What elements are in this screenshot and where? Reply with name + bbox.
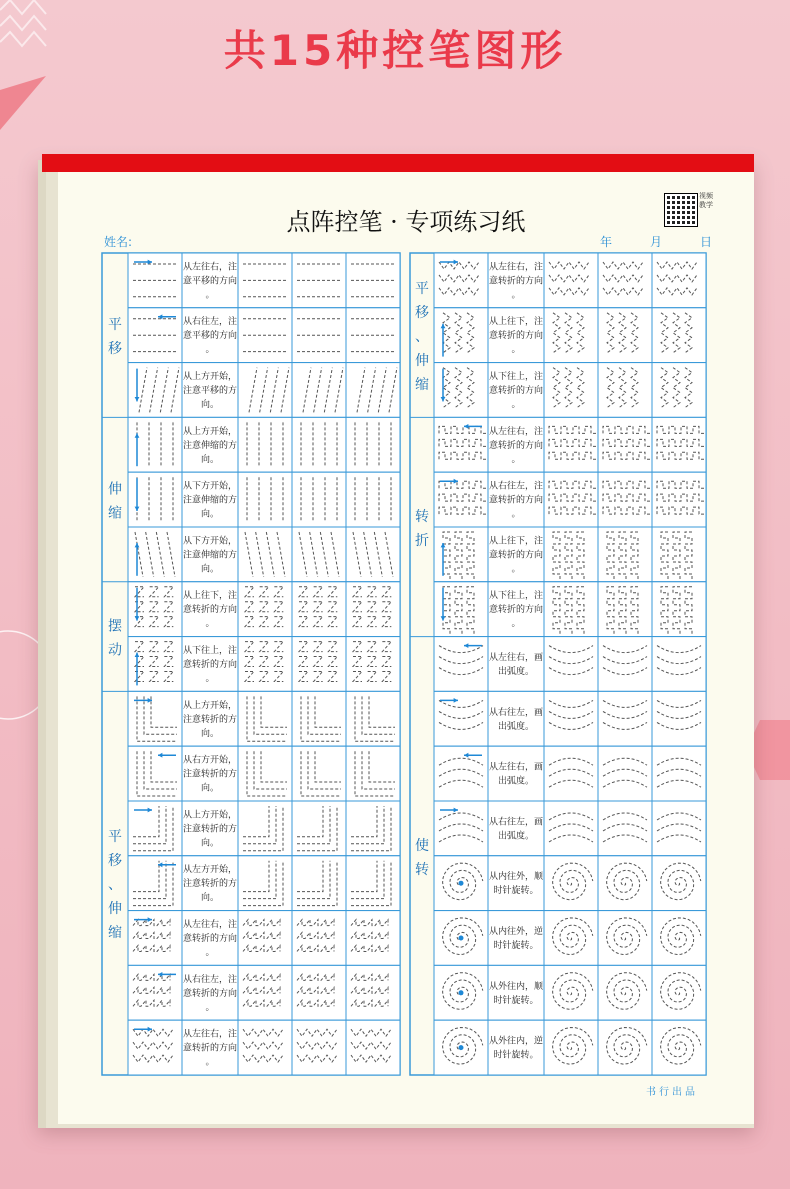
example-cell [434,1020,488,1075]
instruction-text: 注意转折的方 [182,769,238,780]
left-section-label-char: 缩 [108,505,122,522]
instruction-text: 从上往下，注 [182,591,238,602]
left-practice-row [128,856,400,911]
instruction-text: 向。 [200,454,220,465]
instruction-cell [488,911,544,966]
practice-cell [544,308,598,363]
instruction-text: 出弧度。 [497,776,535,787]
instruction-text: 。 [205,674,215,684]
right-section-label-char: 转 [415,509,429,525]
practice-cell [652,582,706,637]
practice-cell [238,746,292,801]
practice-cell [652,856,706,911]
promo-banner-title: 共15种控笔图形 [223,26,567,75]
example-cell [128,856,182,911]
instruction-text: 从内往外，逆 [488,927,544,937]
practice-cell [292,253,346,308]
instruction-text: 时针旋转。 [493,1050,539,1061]
instruction-text: 出弧度。 [497,667,535,677]
right-practice-row [434,1020,706,1075]
instruction-text: 注意转折的方 [182,879,238,890]
practice-cell [598,911,652,966]
practice-cell [544,637,598,692]
practice-cell [346,1020,400,1075]
name-field-label: 姓名: [104,235,133,249]
practice-cell [598,801,652,856]
left-practice-row [128,582,400,637]
instruction-text: 。 [205,619,215,630]
example-cell [128,801,182,856]
practice-cell [598,472,652,527]
instruction-text: 意转折的方向 [488,386,544,396]
practice-cell [346,691,400,746]
instruction-text: 从右往左，画 [488,707,544,718]
instruction-text: 。 [205,290,215,301]
right-section-label-char: 伸 [415,353,429,370]
left-section-label-char: 移 [108,853,122,870]
practice-cell [544,965,598,1020]
practice-cell [292,472,346,527]
instruction-text: 从下方开始， [182,481,238,492]
right-practice-row [434,911,706,966]
practice-cell [238,856,292,911]
instruction-text: 意转折的方向 [182,934,238,944]
practice-cell [598,856,652,911]
instruction-text: 从上往下，注 [488,536,544,547]
instruction-text: 意转折的方向 [488,276,544,287]
right-practice-row [434,253,706,308]
date-day-label: 日 [699,235,712,249]
right-section-label-char: 折 [415,533,429,549]
practice-cell [598,308,652,363]
practice-cell [238,527,292,582]
example-cell [434,417,488,472]
practice-cell [598,691,652,746]
right-practice-row [434,417,706,472]
instruction-text: 意转折的方向 [182,1043,238,1054]
example-cell [434,965,488,1020]
instruction-cell [488,691,544,746]
practice-cell [598,527,652,582]
practice-cell [292,1020,346,1075]
practice-cell [292,856,346,911]
practice-cell [292,801,346,856]
left-section-label-char: 伸 [108,901,122,918]
practice-cell [238,801,292,856]
left-practice-row [128,746,400,801]
instruction-text: 。 [511,290,521,301]
left-section-label-char: 平 [108,317,122,334]
instruction-text: 。 [511,345,521,356]
instruction-text: 从右往左，注 [182,974,238,985]
instruction-text: 从左往右，注 [488,426,544,437]
practice-cell [292,582,346,637]
practice-cell [238,691,292,746]
instruction-text: 从下往上，注 [488,372,544,382]
instruction-text: 从左往右，画 [488,653,544,663]
practice-cell [544,691,598,746]
instruction-text: 向。 [200,400,220,410]
example-cell [128,363,182,418]
left-practice-row [128,417,400,472]
practice-cell [652,911,706,966]
left-section-label-char: 平 [108,829,122,846]
instruction-text: 。 [511,400,521,410]
practice-cell [598,965,652,1020]
date-year-label: 年 [600,235,613,249]
practice-cell [652,363,706,418]
instruction-text: 意转折的方向 [488,495,544,506]
practice-cell [544,801,598,856]
practice-cell [238,965,292,1020]
instruction-text: 从外往内，逆 [488,1036,544,1047]
practice-cell [238,417,292,472]
instruction-cell [488,637,544,692]
publisher-footer: 书行出品 [646,1087,698,1098]
instruction-text: 。 [511,564,521,575]
practice-cell [238,582,292,637]
practice-cell [598,253,652,308]
instruction-text: 从上往下，注 [488,317,544,328]
instruction-text: 出弧度。 [497,831,535,842]
left-section-label-char: 缩 [108,925,122,942]
example-cell [434,746,488,801]
practice-cell [346,637,400,692]
practice-cell [598,1020,652,1075]
practice-cell [292,911,346,966]
practice-cell [652,637,706,692]
example-cell [128,746,182,801]
instruction-text: 。 [205,345,215,356]
practice-cell [292,691,346,746]
left-practice-row [128,308,400,363]
instruction-text: 从左往右，注 [182,262,238,273]
instruction-cell [488,965,544,1020]
practice-cell [346,582,400,637]
practice-cell [652,417,706,472]
practice-cell [598,417,652,472]
left-practice-row [128,965,400,1020]
example-cell [128,911,182,966]
instruction-text: 向。 [200,509,220,520]
instruction-text: 从上方开始， [182,372,238,382]
instruction-text: 从下往上，注 [488,591,544,602]
left-practice-row [128,637,400,692]
instruction-text: 时针旋转。 [493,995,539,1006]
example-cell [434,691,488,746]
instruction-text: 。 [205,1057,215,1068]
instruction-text: 时针旋转。 [493,886,539,897]
instruction-text: 注意转折的方 [182,824,238,835]
instruction-text: 从下方开始， [182,536,238,547]
practice-cell [346,417,400,472]
left-practice-row [128,472,400,527]
practice-cell [544,417,598,472]
practice-cell [652,691,706,746]
practice-cell [652,527,706,582]
left-practice-row [128,801,400,856]
instruction-text: 注意平移的方 [182,386,238,396]
example-cell [434,801,488,856]
instruction-text: 意平移的方向 [182,276,238,287]
practice-cell [652,308,706,363]
right-section-label-char: 使 [415,837,429,854]
practice-cell [292,417,346,472]
right-practice-row [434,308,706,363]
instruction-text: 时针旋转。 [493,941,539,951]
practice-cell [346,911,400,966]
practice-cell [346,856,400,911]
instruction-text: 从上方开始， [182,810,238,821]
practice-cell [652,253,706,308]
instruction-text: 从左往右，注 [182,1029,238,1040]
example-cell [434,911,488,966]
example-cell [434,253,488,308]
instruction-text: 向。 [200,728,220,739]
practice-cell [292,965,346,1020]
instruction-text: 向。 [200,838,220,849]
practice-cell [652,1020,706,1075]
practice-cell [544,1020,598,1075]
example-cell [434,363,488,418]
left-section-label-char: 动 [108,642,122,659]
instruction-text: 从上方开始， [182,426,238,437]
example-cell [128,308,182,363]
instruction-text: 向。 [200,564,220,575]
practice-cell [292,527,346,582]
instruction-text: 意转折的方向 [488,550,544,561]
instruction-cell [488,746,544,801]
instruction-text: 。 [511,619,521,630]
instruction-text: 。 [511,509,521,520]
practice-cell [346,253,400,308]
practice-cell [238,472,292,527]
practice-cell [598,637,652,692]
example-cell [434,308,488,363]
practice-cell [652,746,706,801]
instruction-text: 从右往左，注 [488,481,544,492]
left-section-label-char: 、 [108,877,122,894]
practice-cell [544,253,598,308]
right-section-label-char: 转 [415,861,429,878]
instruction-text: 意转折的方向 [488,440,544,451]
instruction-text: 注意伸缩的方 [182,495,238,506]
left-practice-row [128,1020,400,1075]
practice-cell [292,746,346,801]
practice-cell [544,856,598,911]
right-practice-row [434,691,706,746]
example-cell [128,417,182,472]
practice-cell [544,363,598,418]
practice-cell [346,746,400,801]
right-section-label-char: 缩 [415,377,429,394]
right-practice-row [434,637,706,692]
instruction-text: 向。 [200,893,220,904]
instruction-text: 意转折的方向 [182,988,238,999]
instruction-text: 从右方开始， [182,755,238,766]
example-cell [434,527,488,582]
practice-cell [238,253,292,308]
practice-cell [238,637,292,692]
right-practice-row [434,472,706,527]
instruction-text: 意转折的方向 [488,331,544,342]
practice-cell [598,746,652,801]
practice-cell [544,746,598,801]
instruction-text: 从内往外，顺 [488,872,544,883]
example-cell [434,472,488,527]
right-practice-row [434,856,706,911]
example-cell [434,582,488,637]
right-practice-row [434,527,706,582]
left-section-label-char: 移 [108,341,122,358]
practice-cell [652,965,706,1020]
practice-cell [346,472,400,527]
instruction-text: 从左往右，画 [488,762,544,773]
practice-cell [346,308,400,363]
right-section-label-char: 、 [415,329,429,346]
practice-cell [346,965,400,1020]
left-section-label-char: 伸 [108,481,122,498]
practice-cell [238,308,292,363]
practice-cell [346,363,400,418]
right-practice-row [434,582,706,637]
practice-cell [598,582,652,637]
example-cell [128,527,182,582]
instruction-text: 从右往左，注 [182,317,238,328]
instruction-text: 从外往内，顺 [488,981,544,992]
instruction-text: 从右往左，画 [488,817,544,828]
instruction-text: 意转折的方向 [488,605,544,616]
instruction-text: 。 [205,1002,215,1013]
practice-cell [652,801,706,856]
right-practice-row [434,801,706,856]
practice-cell [544,911,598,966]
worksheet-title: 点阵控笔 · 专项练习纸 [286,208,526,236]
practice-cell [238,911,292,966]
right-practice-row [434,746,706,801]
practice-cell [238,1020,292,1075]
practice-cell [292,308,346,363]
instruction-cell [488,801,544,856]
practice-cell [292,637,346,692]
instruction-text: 从左往右，注 [488,262,544,273]
example-cell [128,965,182,1020]
instruction-text: 意转折的方向 [182,605,238,616]
instruction-text: 从上方开始， [182,700,238,711]
practice-cell [544,582,598,637]
practice-cell [346,527,400,582]
example-cell [128,637,182,692]
instruction-text: 意平移的方向 [182,331,238,342]
practice-cell [346,801,400,856]
instruction-cell [488,856,544,911]
instruction-text: 注意伸缩的方 [182,550,238,561]
instruction-cell [488,1020,544,1075]
right-practice-row [434,363,706,418]
instruction-text: 。 [511,454,521,465]
right-section-label-char: 平 [415,281,429,298]
left-section-label-char: 摆 [108,618,122,635]
left-practice-row [128,527,400,582]
left-practice-row [128,253,400,308]
left-practice-row [128,363,400,418]
example-cell [128,691,182,746]
left-practice-row [128,691,400,746]
left-practice-row [128,911,400,966]
date-month-label: 月 [649,235,662,249]
practice-cell [238,363,292,418]
qr-caption: 视频教学 [699,192,713,209]
example-cell [434,856,488,911]
right-section-label-char: 移 [415,305,429,322]
instruction-text: 向。 [200,783,220,794]
practice-cell [292,363,346,418]
practice-cell [544,472,598,527]
instruction-text: 意转折的方向 [182,660,238,670]
practice-cell [598,363,652,418]
example-cell [128,1020,182,1075]
instruction-text: 从左往右，注 [182,920,238,930]
instruction-text: 从左方开始， [182,865,238,876]
instruction-text: 注意伸缩的方 [182,440,238,451]
practice-cell [544,527,598,582]
practice-cell [652,472,706,527]
example-cell [128,582,182,637]
instruction-text: 从下往上，注 [182,646,238,656]
example-cell [128,253,182,308]
example-cell [128,472,182,527]
right-practice-row [434,965,706,1020]
instruction-text: 出弧度。 [497,721,535,732]
instruction-text: 。 [205,948,215,958]
instruction-text: 注意转折的方 [182,714,238,725]
example-cell [434,637,488,692]
